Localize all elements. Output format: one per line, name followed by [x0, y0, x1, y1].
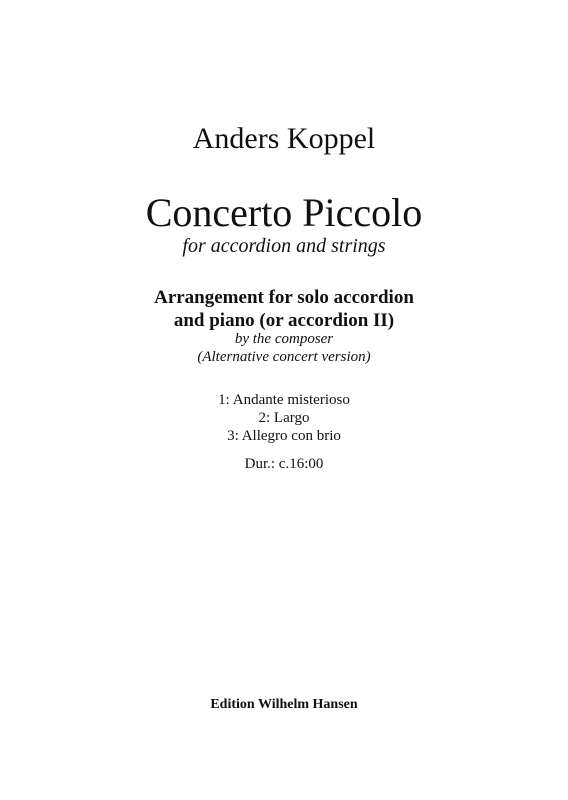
- arranger-credit: by the composer: [234, 331, 334, 347]
- version-note: (Alternative concert version): [197, 349, 371, 365]
- composer-name: Anders Koppel: [192, 122, 376, 155]
- movement-list: [0, 391, 568, 445]
- work-title: Concerto Piccolo: [145, 190, 423, 235]
- arrangement-line-1: Arrangement for solo accordion: [154, 287, 414, 308]
- publisher-name: Edition Wilhelm Hansen: [210, 697, 358, 712]
- movement-item: 1: Andante misterioso: [218, 392, 350, 408]
- movement-item: 2: Largo: [258, 410, 310, 426]
- arrangement-line-2: and piano (or accordion II): [173, 310, 395, 331]
- duration-text: Dur.: c.16:00: [244, 456, 324, 472]
- work-subtitle: for accordion and strings: [182, 235, 386, 257]
- movement-item: 3: Allegro con brio: [227, 428, 341, 444]
